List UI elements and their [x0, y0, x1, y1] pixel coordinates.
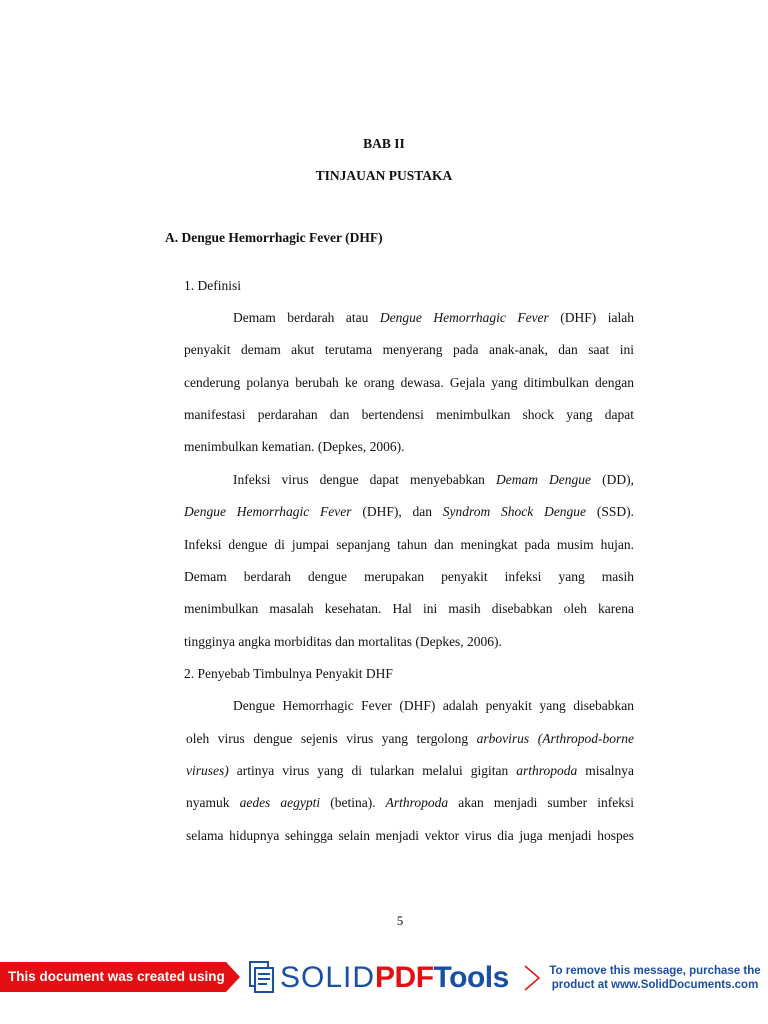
- logo-pdf-text: PDF: [375, 961, 434, 994]
- italic-term: Syndrom Shock Dengue: [442, 504, 587, 519]
- text-span: Infeksi virus dengue dapat menyebabkan: [233, 472, 496, 487]
- text-line: tingginya angka morbiditas dan mortalitas (Depkes, 2006).: [184, 634, 502, 649]
- text-line: [186, 763, 634, 779]
- logo-solid-text: SOLID: [280, 961, 376, 994]
- text-line: Infeksi dengue di jumpai sepanjang tahun dan meningkat pada musim hujan.: [184, 537, 634, 552]
- banner-arrow-icon: [226, 962, 240, 992]
- chevron-right-icon: [523, 964, 543, 992]
- italic-term: viruses): [186, 763, 229, 778]
- text-span: (SSD).: [586, 504, 634, 519]
- text-span: Demam berdarah atau: [233, 310, 380, 325]
- text-line: [233, 472, 634, 488]
- text-line: menimbulkan kematian. (Depkes, 2006).: [184, 439, 405, 454]
- page-number: 5: [396, 913, 404, 928]
- italic-term: Demam Dengue: [496, 472, 592, 487]
- text-line: [233, 310, 634, 326]
- text-line: [186, 731, 634, 747]
- italic-term: Arthropoda: [385, 795, 449, 810]
- text-span: artinya virus yang di tularkan melalui gigitan: [228, 763, 517, 778]
- text-span: (betina).: [320, 795, 386, 810]
- italic-term: arbovirus (Arthropod-borne: [476, 731, 634, 746]
- purchase-link-line[interactable]: product at www.SolidDocuments.com: [551, 979, 759, 991]
- text-span: oleh virus dengue sejenis virus yang tergolong: [186, 731, 477, 746]
- text-line: [184, 504, 634, 520]
- text-span: (DHF), dan: [351, 504, 443, 519]
- logo-tools-text: Tools: [433, 961, 509, 994]
- section-heading: A. Dengue Hemorrhagic Fever (DHF): [165, 230, 383, 245]
- chapter-number: BAB II: [363, 136, 405, 151]
- text-span: (DHF) ialah: [548, 310, 635, 325]
- pdf-document-icon: [248, 960, 276, 996]
- text-line: Dengue Hemorrhagic Fever (DHF) adalah penyakit yang disebabkan: [233, 698, 634, 713]
- text-span: nyamuk: [186, 795, 240, 810]
- banner-created-using-text: This document was created using: [0, 962, 226, 992]
- chapter-title: TINJAUAN PUSTAKA: [315, 168, 453, 183]
- italic-term: aedes aegypti: [239, 795, 321, 810]
- banner-purchase-message[interactable]: [545, 964, 765, 992]
- text-span: misalnya: [577, 763, 634, 778]
- text-line: cenderung polanya berubah ke orang dewasa. Gejala yang ditimbulkan dengan: [184, 375, 634, 390]
- italic-term: arthropoda: [516, 763, 578, 778]
- text-line: manifestasi perdarahan dan bertendensi menimbulkan shock yang dapat: [184, 407, 634, 422]
- purchase-message-line: To remove this message, purchase the: [549, 965, 761, 977]
- text-line: Demam berdarah dengue merupakan penyakit infeksi yang masih: [184, 569, 634, 584]
- italic-term: Dengue Hemorrhagic Fever: [379, 310, 549, 325]
- text-span: (DD),: [591, 472, 634, 487]
- text-line: [186, 795, 634, 811]
- text-line: selama hidupnya sehingga selain menjadi vektor virus dia juga menjadi hospes: [186, 828, 634, 843]
- subheading-definisi: 1. Definisi: [184, 278, 241, 293]
- italic-term: Dengue Hemorrhagic Fever: [184, 504, 352, 519]
- solidpdf-banner[interactable]: [0, 954, 768, 1002]
- text-line: menimbulkan masalah kesehatan. Hal ini masih disebabkan oleh karena: [184, 601, 634, 616]
- subheading-penyebab: 2. Penyebab Timbulnya Penyakit DHF: [184, 666, 393, 681]
- text-line: penyakit demam akut terutama menyerang pada anak-anak, dan saat ini: [184, 342, 634, 357]
- text-span: akan menjadi sumber infeksi: [448, 795, 634, 810]
- solidpdftools-logo: [280, 960, 509, 996]
